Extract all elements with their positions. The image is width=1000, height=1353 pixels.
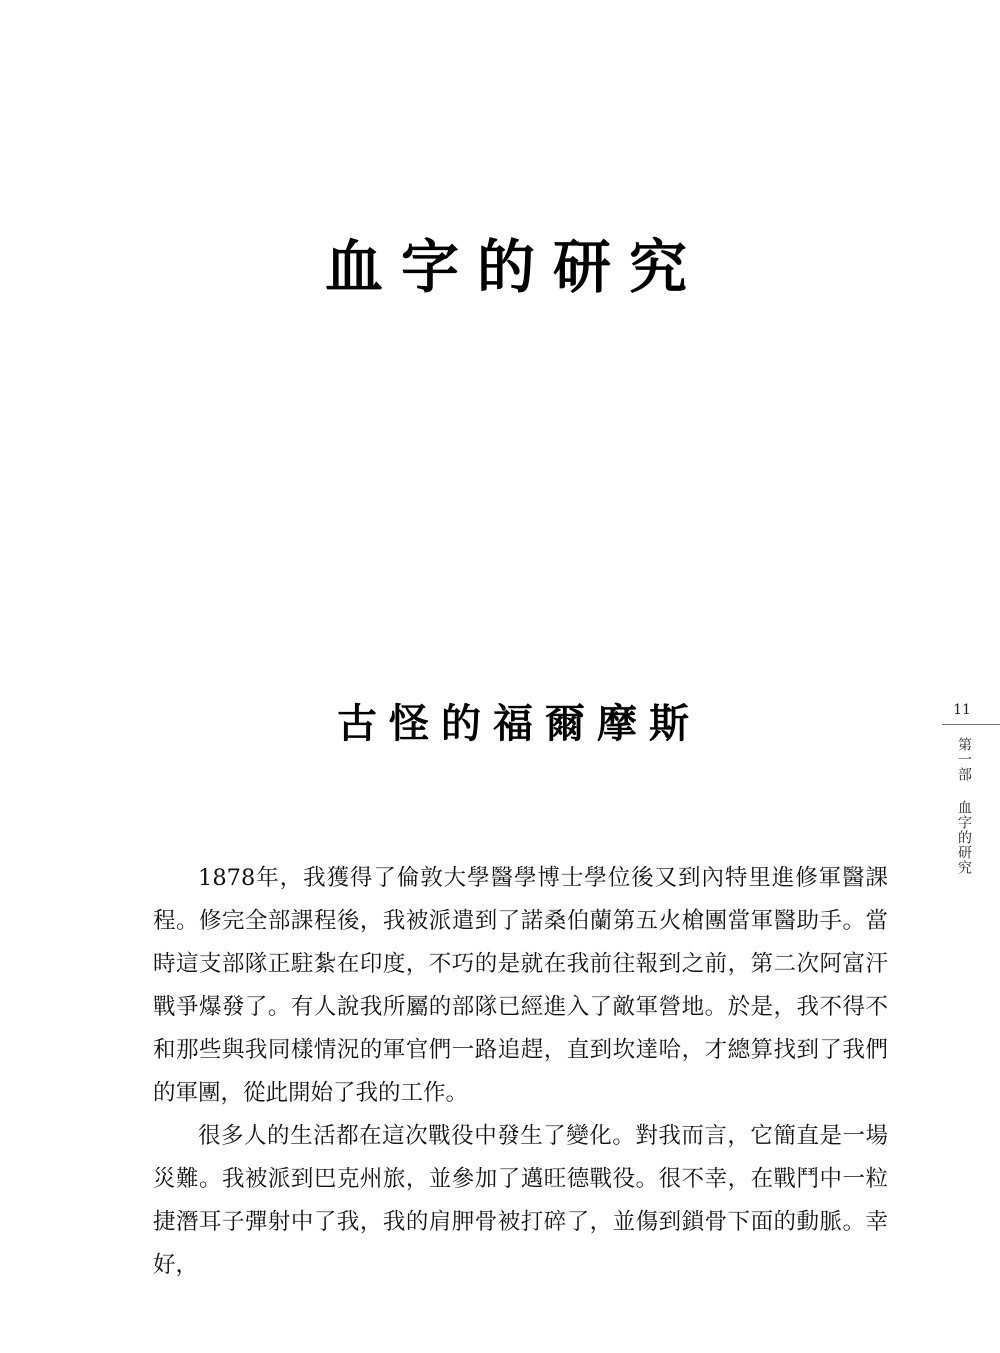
part-title: 血字的研究 [324, 233, 705, 301]
running-head [952, 737, 972, 875]
paragraph: 很多人的生活都在這次戰役中發生了變化。對我而言，它簡直是一場災難。我被派到巴克州旅，並參加了邁旺德戰役。很不幸，在戰鬥中一粒捷潛耳子彈射中了我，我的肩胛骨被打碎了，並傷到鎖骨下面的動脈。幸好， [153, 1123, 888, 1278]
body-text [153, 857, 888, 1287]
paragraph: 1878年，我獲得了倫敦大學醫學博士學位後又到內特里進修軍醫課程。修完全部課程後，我被派遣到了諾桑伯蘭第五火槍團當軍醫助手。當時這支部隊正駐紮在印度，不巧的是就在我前往報到之前，第二次阿富汗戰爭爆發了。有人說我所屬的部隊已經進入了敵軍營地。於是，我不得不和那些與我同樣情況的軍官們一路追趕，直到坎達哈，才總算找到了我們的軍團，從此開始了我的工作。 [153, 865, 888, 1106]
page-number: 11 [953, 702, 971, 718]
margin-divider [942, 724, 1000, 725]
running-head-part-label: 第一部 [956, 737, 972, 782]
chapter-title: 古怪的福爾摩斯 [337, 700, 701, 747]
running-head-part-name: 血字的研究 [956, 800, 972, 875]
